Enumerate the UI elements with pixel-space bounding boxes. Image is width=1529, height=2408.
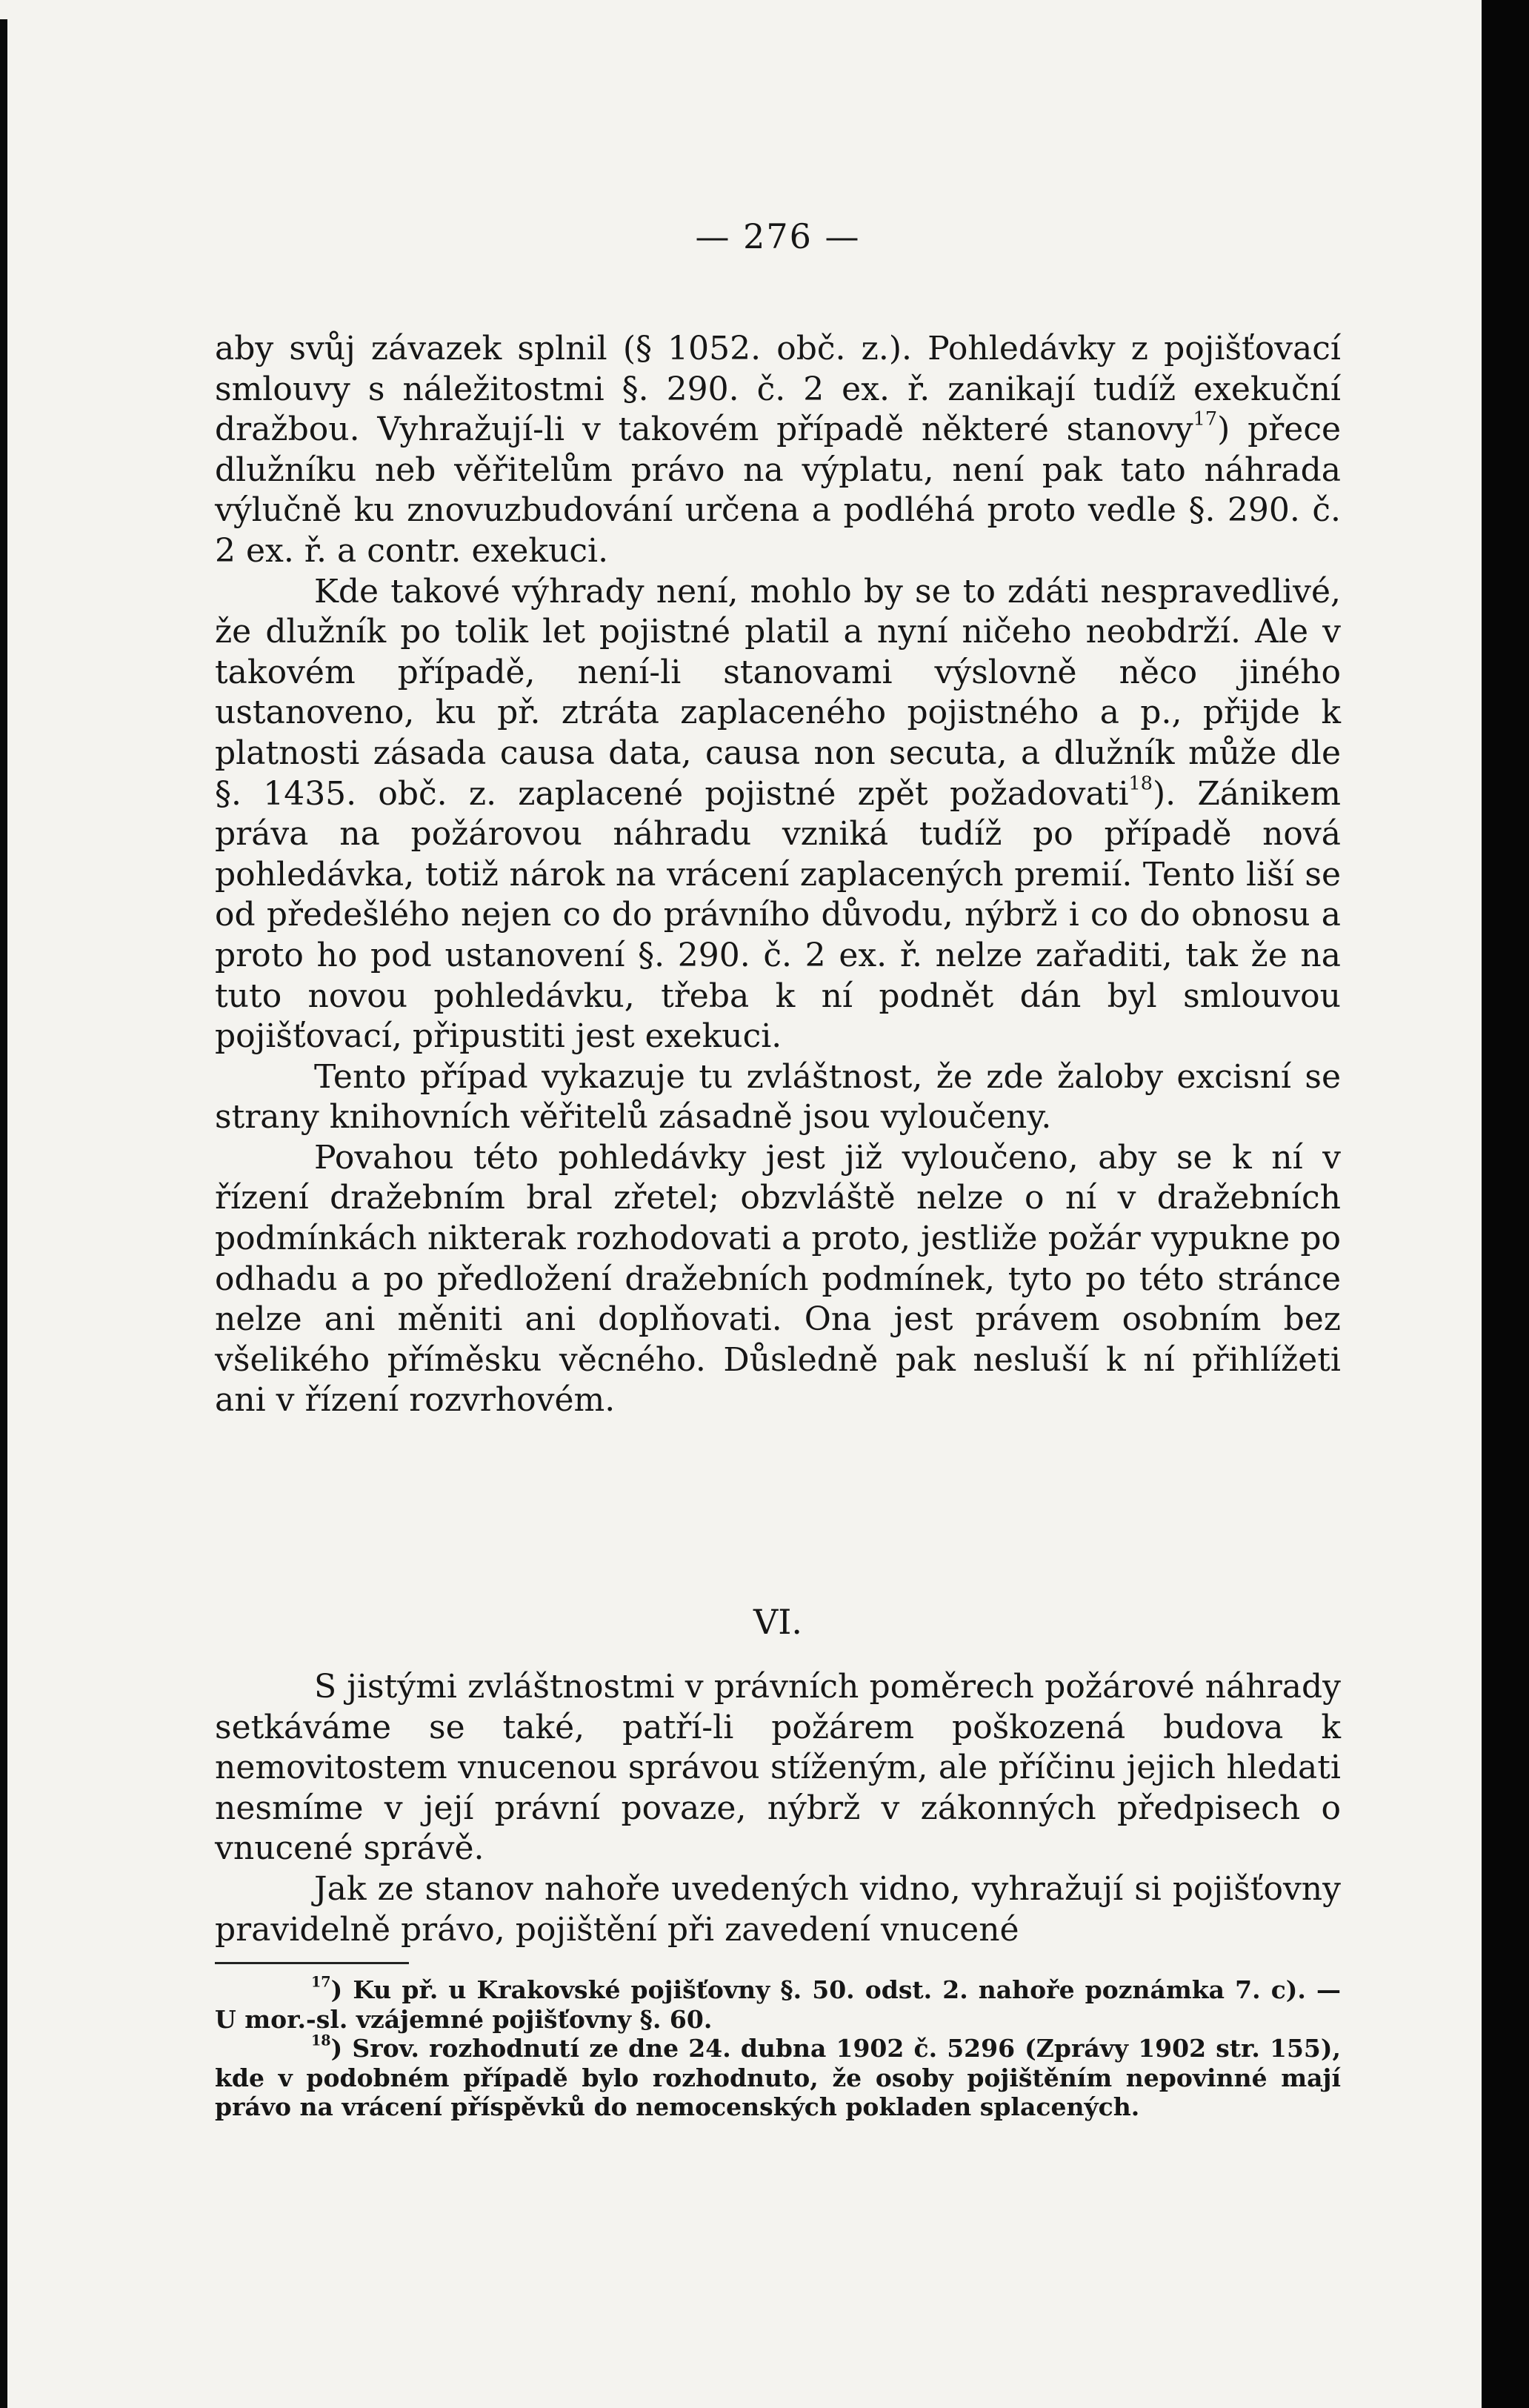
footnote-18-text: ) Srov. rozhodnutí ze dne 24. dubna 1902 č. 5296 (Zprávy 1902 str. 155), kde v podobném případě bylo rozhodnuto, že osoby pojištěním nepovinné mají právo na vrácení příspěvků do nemocenských pokladen splacených. — [215, 2034, 1341, 2121]
scan-top-edge — [0, 0, 1529, 19]
book-page — [7, 19, 1482, 2408]
section-text — [215, 1667, 1341, 1950]
footnotes — [215, 1975, 1341, 2122]
main-text — [215, 329, 1341, 1421]
paragraph-1 — [215, 329, 1341, 572]
paragraph-2-text-a: Kde takové výhrady není, mohlo by se to zdáti nespravedlivé, že dlužník po tolik let pojistné platil a nyní ničeho neobdrží. Ale v takovém případě, není-li stanovami výslovně něco jiného ustanoveno, ku př. ztráta zaplaceného pojistného a p., přijde k platnosti zásada causa data, causa non secuta, a dlužník může dle §. 1435. obč. z. zaplacené pojistné zpět požadovati — [215, 572, 1341, 813]
section-heading: VI. — [753, 1602, 802, 1642]
paragraph-3: Tento případ vykazuje tu zvláštnost, že zde žaloby excisní se strany knihovních věřitelů zásadně jsou vyloučeny. — [215, 1057, 1341, 1137]
footnote-18 — [215, 2034, 1341, 2122]
scan-right-edge — [1482, 0, 1529, 2408]
paragraph-2-text-b: ). Zánikem práva na požárovou náhradu vzniká tudíž po případě nová pohledávka, totiž nárok na vrácení zaplacených premií. Tento liší se od předešlého nejen co do právního důvodu, nýbrž i co do obnosu a proto ho pod ustanovení §. 290. č. 2 ex. ř. nelze zařaditi, tak že na tuto novou pohledávku, třeba k ní podnět dán byl smlouvou pojišťovací, připustiti jest exekuci. — [215, 774, 1341, 1056]
footnote-17-text: ) Ku př. u Krakovské pojišťovny §. 50. odst. 2. nahoře poznámka 7. c). — U mor.-sl. vzájemné pojišťovny §. 60. — [215, 1975, 1341, 2034]
section-paragraph-1: S jistými zvláštnostmi v právních poměrech požárové náhrady setkáváme se také, patří-li požárem poškozená budova k nemovitostem vnucenou správou stíženým, ale příčinu jejich hledati nesmíme v její právní povaze, nýbrž v zákonných předpisech o vnucené správě. — [215, 1668, 1341, 1868]
paragraph-4: Povahou této pohledávky jest již vyloučeno, aby se k ní v řízení dražebním bral zřetel; obzvláště nelze o ní v dražebních podmínkách nikterak rozhodovati a proto, jestliže požár vypukne po odhadu a po předložení dražebních podmínek, tyto po této stránce nelze ani měniti ani doplňovati. Ona jest právem osobním bez všelikého příměsku věcného. Důsledně pak nesluší k ní přihlížeti ani v řízení rozvrhovém. — [215, 1138, 1341, 1420]
footnote-17 — [215, 1975, 1341, 2034]
footnote-marker-18: 18 — [311, 2032, 331, 2049]
paragraph-1-text-a: aby svůj závazek splnil (§ 1052. obč. z.). Pohledávky z pojišťovací smlouvy s náležitostmi §. 290. č. 2 ex. ř. zanikají tudíž exekuční dražbou. Vyhražují-li v takovém případě některé stanovy — [215, 330, 1341, 449]
footnote-ref-18: 18 — [1128, 772, 1153, 795]
footnote-divider — [215, 1962, 409, 1964]
section-paragraph-2: Jak ze stanov nahoře uvedených vidno, vyhražují si pojišťovny pravidelně právo, pojištění při zavedení vnucené — [215, 1869, 1341, 1949]
paragraph-2 — [215, 572, 1341, 1057]
footnote-marker-17: 17 — [311, 1973, 331, 1991]
paragraph-1-text-b: ) přece dlužníku neb věřitelům právo na výplatu, není pak tato náhrada výlučně ku znovuzbudování určena a podléhá proto vedle §. 290. č. 2 ex. ř. a contr. exekuci. — [215, 410, 1342, 570]
page-number: — 276 — — [695, 216, 861, 256]
footnote-ref-17: 17 — [1193, 408, 1218, 430]
